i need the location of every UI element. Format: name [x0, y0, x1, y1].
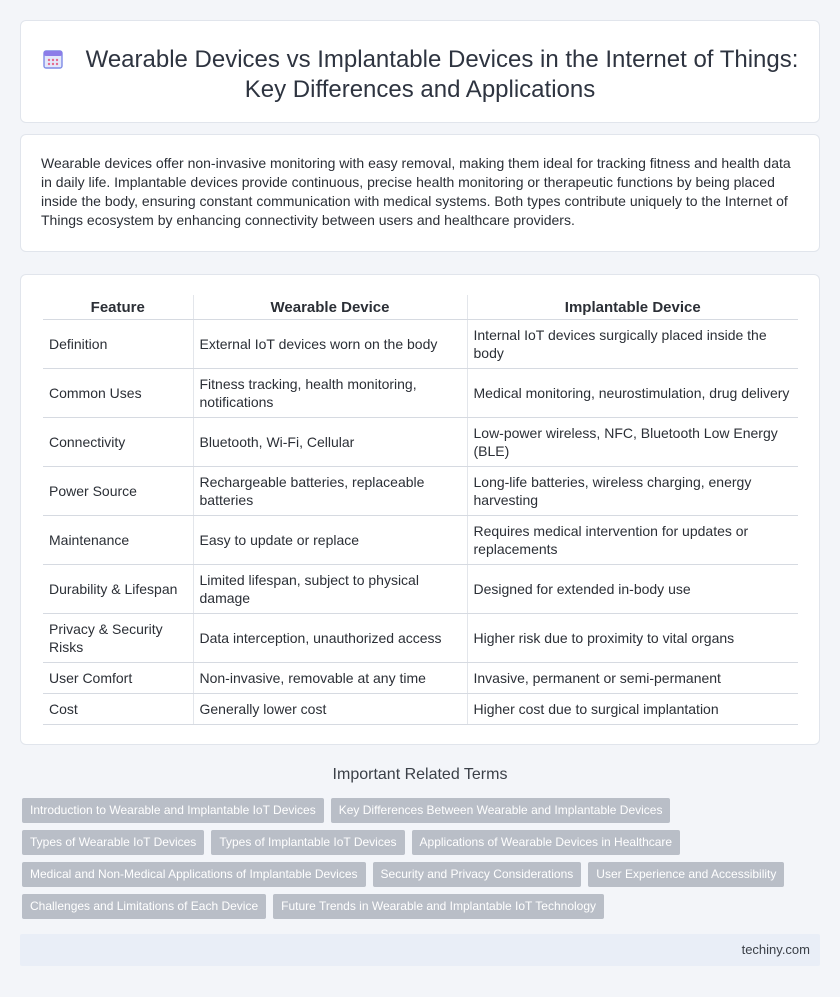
wearable-cell: Limited lifespan, subject to physical damage [193, 564, 467, 613]
related-term-link[interactable]: Introduction to Wearable and Implantable IoT Devices [22, 798, 324, 823]
table-header-row [43, 295, 798, 319]
feature-cell: Cost [43, 693, 193, 724]
implantable-cell: Internal IoT devices surgically placed inside the body [467, 319, 798, 368]
intro-text: Wearable devices offer non-invasive monitoring with easy removal, making them ideal for tracking fitness and health data in daily life. Implantable devices provide continuous, precise health monitoring or therapeutic functions by being placed inside the body, ensuring constant communication with medical systems. Both types contribute uniquely to the Internet of Things ecosystem by enhancing connectivity between users and healthcare providers. [41, 155, 791, 228]
page-title-text: Wearable Devices vs Implantable Devices in the Internet of Things: Key Differences and Applications [85, 46, 799, 103]
feature-cell: Common Uses [43, 368, 193, 417]
table-row [43, 319, 798, 368]
related-terms-list [22, 798, 802, 926]
tag-row [22, 830, 802, 855]
tag-row [22, 862, 802, 887]
header-wearable: Wearable Device [193, 295, 467, 319]
related-term-link[interactable]: Types of Wearable IoT Devices [22, 830, 204, 855]
header-card [20, 20, 820, 123]
tag-row [22, 798, 802, 823]
wearable-cell: Non-invasive, removable at any time [193, 662, 467, 693]
table-row [43, 564, 798, 613]
intro-card [20, 134, 820, 252]
feature-cell: Privacy & Security Risks [43, 613, 193, 662]
footer [20, 934, 820, 966]
wearable-cell: Bluetooth, Wi-Fi, Cellular [193, 417, 467, 466]
related-term-link[interactable]: Applications of Wearable Devices in Healthcare [412, 830, 681, 855]
implantable-cell: Invasive, permanent or semi-permanent [467, 662, 798, 693]
wearable-cell: Data interception, unauthorized access [193, 613, 467, 662]
implantable-cell: Higher cost due to surgical implantation [467, 693, 798, 724]
page-title [21, 45, 819, 105]
implantable-cell: Low-power wireless, NFC, Bluetooth Low Energy (BLE) [467, 417, 798, 466]
wearable-cell: Generally lower cost [193, 693, 467, 724]
comparison-table [43, 295, 798, 725]
related-term-link[interactable]: Key Differences Between Wearable and Implantable Devices [331, 798, 671, 823]
footer-site-link[interactable]: techiny.com [741, 942, 810, 957]
table-row [43, 417, 798, 466]
implantable-cell: Requires medical intervention for updates or replacements [467, 515, 798, 564]
comparison-card [20, 274, 820, 745]
implantable-cell: Designed for extended in-body use [467, 564, 798, 613]
table-row [43, 662, 798, 693]
calendar-icon [42, 48, 64, 70]
table-row [43, 693, 798, 724]
related-term-link[interactable]: Medical and Non-Medical Applications of Implantable Devices [22, 862, 366, 887]
feature-cell: Durability & Lifespan [43, 564, 193, 613]
related-terms-title: Important Related Terms [332, 766, 508, 783]
wearable-cell: Easy to update or replace [193, 515, 467, 564]
feature-cell: Power Source [43, 466, 193, 515]
related-term-link[interactable]: Challenges and Limitations of Each Device [22, 894, 266, 919]
header-implantable: Implantable Device [467, 295, 798, 319]
wearable-cell: External IoT devices worn on the body [193, 319, 467, 368]
wearable-cell: Fitness tracking, health monitoring, notifications [193, 368, 467, 417]
feature-cell: Definition [43, 319, 193, 368]
related-term-link[interactable]: Security and Privacy Considerations [373, 862, 582, 887]
related-term-link[interactable]: User Experience and Accessibility [588, 862, 784, 887]
table-row [43, 466, 798, 515]
wearable-cell: Rechargeable batteries, replaceable batteries [193, 466, 467, 515]
related-term-link[interactable]: Future Trends in Wearable and Implantable IoT Technology [273, 894, 604, 919]
table-row [43, 368, 798, 417]
table-row [43, 613, 798, 662]
title-wrap [21, 45, 819, 105]
implantable-cell: Medical monitoring, neurostimulation, drug delivery [467, 368, 798, 417]
table-row [43, 515, 798, 564]
implantable-cell: Long-life batteries, wireless charging, energy harvesting [467, 466, 798, 515]
tag-row [22, 894, 802, 919]
feature-cell: Maintenance [43, 515, 193, 564]
related-term-link[interactable]: Types of Implantable IoT Devices [211, 830, 404, 855]
feature-cell: User Comfort [43, 662, 193, 693]
header-feature: Feature [43, 295, 193, 319]
feature-cell: Connectivity [43, 417, 193, 466]
implantable-cell: Higher risk due to proximity to vital organs [467, 613, 798, 662]
